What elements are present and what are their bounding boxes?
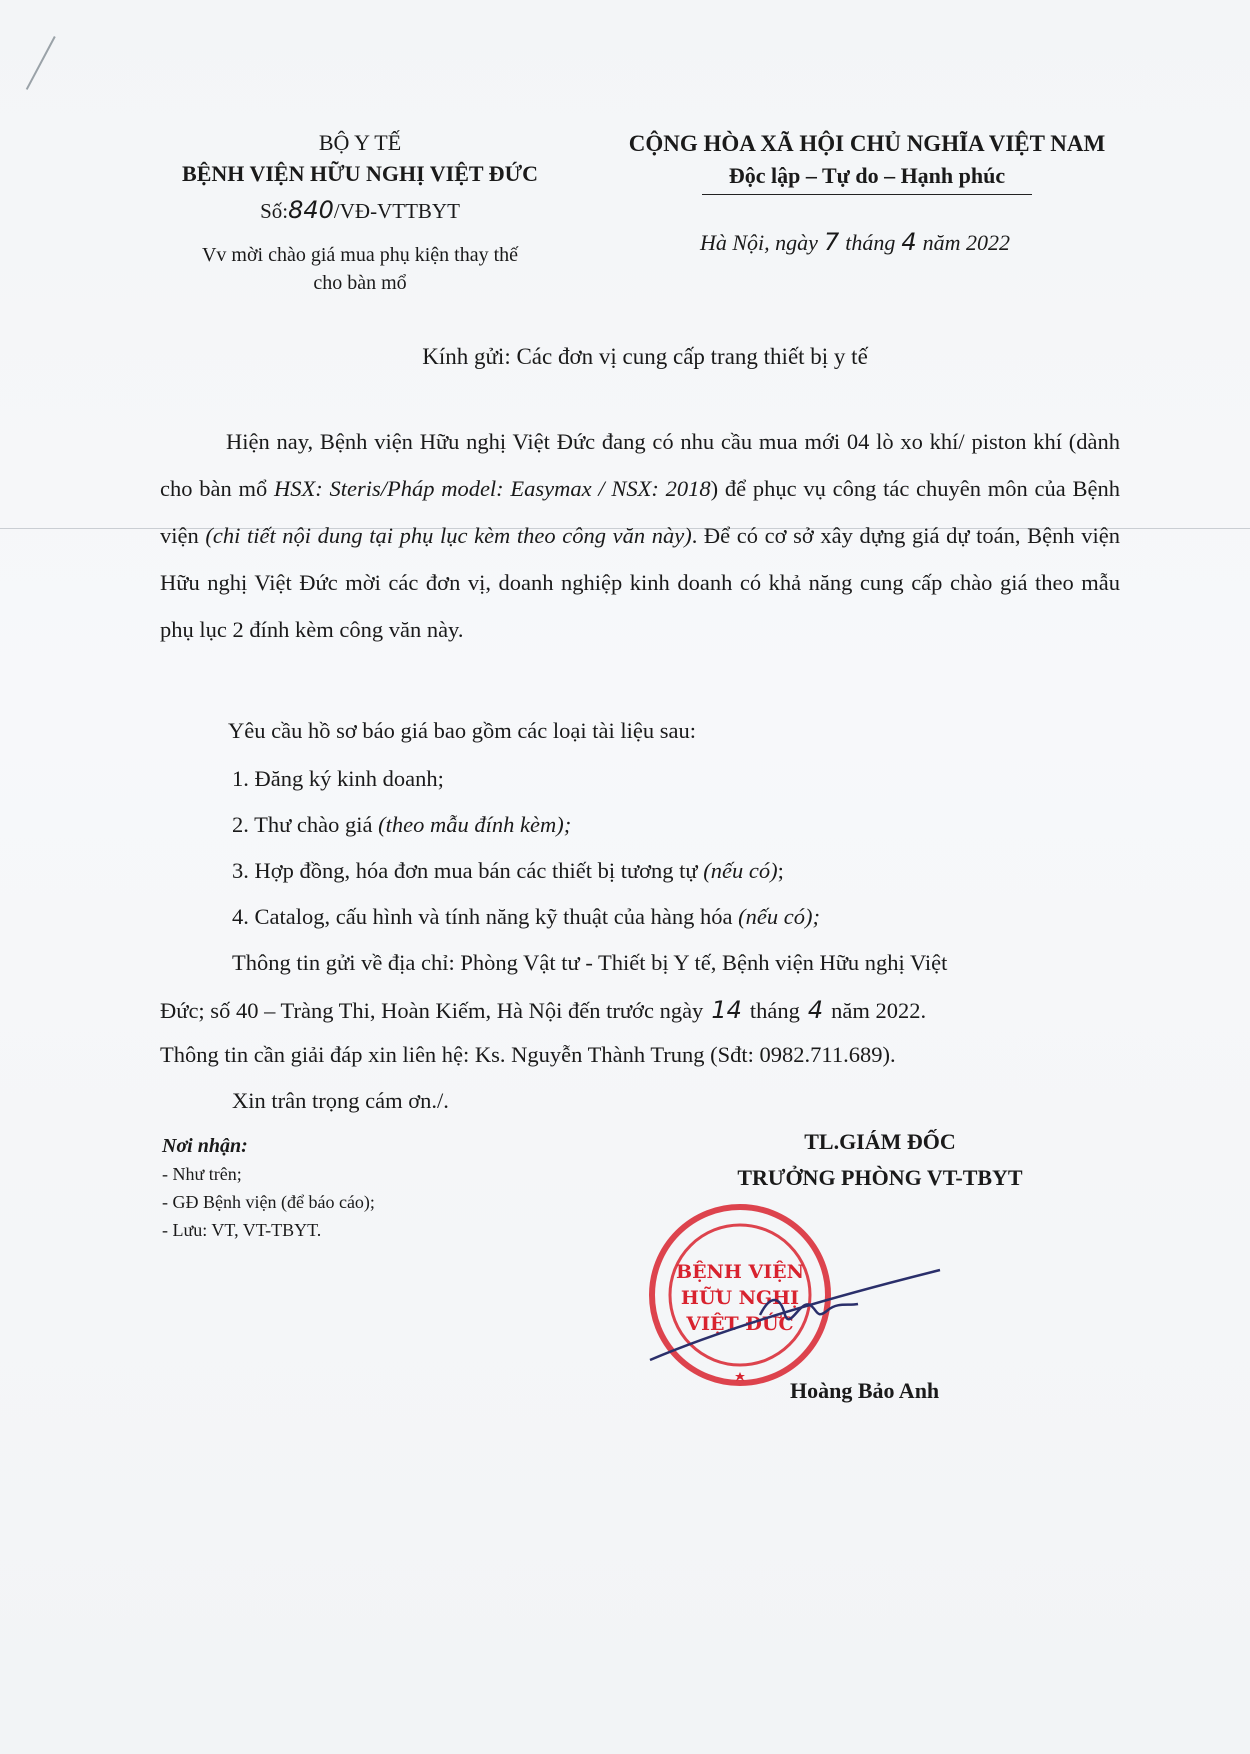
date-month: 4 [901, 228, 917, 256]
p1-d: (chi tiết nội dung tại phụ lục kèm theo công văn này) [205, 523, 692, 548]
requirement-item-2 [232, 812, 571, 838]
signature-title [660, 1124, 1100, 1196]
contact-line-3: Thông tin cần giải đáp xin liên hệ: Ks. Nguyễn Thành Trung (Sđt: 0982.711.689). [160, 1042, 896, 1067]
body-paragraph-1 [160, 418, 1120, 653]
national-motto: Độc lập – Tự do – Hạnh phúc [728, 163, 1006, 188]
p1-a: Hiện nay, Bệnh viện Hữu nghị Việt Đức đang có nhu cầu mua mới 04 lò xo khí/ piston khí (dành cho bàn mổ [160, 429, 1120, 501]
item3-a: 3. Hợp đồng, hóa đơn mua bán các thiết bị tương tự [232, 858, 704, 883]
salutation: Kính gửi: Các đơn vị cung cấp trang thiết bị y tế [422, 344, 868, 369]
date-mid: tháng [845, 230, 896, 255]
handwritten-signature [640, 1260, 1040, 1370]
requirement-item-1: 1. Đăng ký kinh doanh; [232, 766, 444, 791]
seal-line-1: BỆNH VIỆN [676, 1261, 804, 1283]
subject-line-1: Vv mời chào giá mua phụ kiện thay thế [201, 244, 519, 266]
staple-mark [26, 36, 82, 104]
recipient-3: - Lưu: VT, VT-TBYT. [162, 1220, 322, 1240]
hospital-name: BỆNH VIỆN HỮU NGHỊ VIỆT ĐỨC [182, 161, 538, 186]
seal-line-2: HỮU NGHỊ [680, 1287, 800, 1309]
recipients-title: Nơi nhận: [162, 1135, 248, 1157]
national-header [592, 128, 1142, 195]
contact-mid: tháng [749, 998, 800, 1023]
p1-e: . Để có cơ sở xây dựng giá dự toán, Bệnh viện Hữu nghị Việt Đức mời các đơn vị, doanh nghiệp kinh doanh có khả năng cung cấp chào giá theo mẫu phụ lục 2 đính kèm công văn này. [160, 523, 1120, 642]
requirement-item-4 [232, 904, 820, 930]
seal-star-icon [735, 1372, 745, 1381]
date-day: 7 [823, 228, 840, 256]
seal-line-3: VIỆT ĐỨC [686, 1313, 794, 1335]
docnum-prefix: Số: [260, 199, 289, 223]
recipients-block [162, 1132, 375, 1244]
date-prefix: Hà Nội, ngày [700, 230, 818, 255]
recipient-1: - Như trên; [162, 1164, 242, 1184]
date-suffix: năm 2022 [922, 230, 1011, 255]
item4-b: (nếu có); [738, 904, 820, 929]
signer-name: Hoàng Bảo Anh [790, 1378, 940, 1403]
signature-line-2: TRƯỞNG PHÒNG VT-TBYT [737, 1165, 1023, 1190]
docnum-suffix: /VĐ-VTTBYT [333, 199, 460, 223]
document-date [700, 228, 1010, 256]
signature-line-1: TL.GIÁM ĐỐC [804, 1129, 956, 1154]
requirements-intro: Yêu cầu hồ sơ báo giá bao gồm các loại tài liệu sau: [228, 718, 696, 743]
contact-line-1: Thông tin gửi về địa chỉ: Phòng Vật tư - Thiết bị Y tế, Bệnh viện Hữu nghị Việt [232, 950, 948, 975]
recipient-2: - GĐ Bệnh viện (để báo cáo); [162, 1192, 375, 1212]
document-number [140, 190, 580, 231]
contact-line-2-b: năm 2022. [831, 998, 927, 1023]
ministry-name: BỘ Y TẾ [318, 130, 402, 155]
docnum-handwritten: 840 [288, 196, 334, 224]
contact-line-2-a: Đức; số 40 – Tràng Thi, Hoàn Kiếm, Hà Nội đến trước ngày [160, 998, 704, 1023]
issuer-header [140, 128, 580, 297]
contact-line-2 [160, 996, 926, 1024]
p1-c: ) để phục vụ công tác chuyên môn của Bệnh viện [160, 476, 1120, 548]
requirement-item-3 [232, 858, 784, 884]
contact-day: 14 [711, 996, 742, 1024]
item3-b: (nếu có) [703, 858, 778, 883]
nation-title: CỘNG HÒA XÃ HỘI CHỦ NGHĨA VIỆT NAM [628, 131, 1106, 156]
subject-line-2: cho bàn mổ [313, 272, 407, 294]
p1-b: HSX: Steris/Pháp model: Easymax / NSX: 2018 [273, 476, 711, 501]
thanks-line: Xin trân trọng cám ơn./. [232, 1088, 449, 1113]
item3-c: ; [777, 858, 784, 883]
item2-a: 2. Thư chào giá [232, 812, 379, 837]
document-subject [140, 241, 580, 297]
contact-month: 4 [807, 996, 824, 1024]
item2-b: (theo mẫu đính kèm); [378, 812, 572, 837]
motto-underline [702, 194, 1032, 195]
item4-a: 4. Catalog, cấu hình và tính năng kỹ thuật của hàng hóa [232, 904, 739, 929]
